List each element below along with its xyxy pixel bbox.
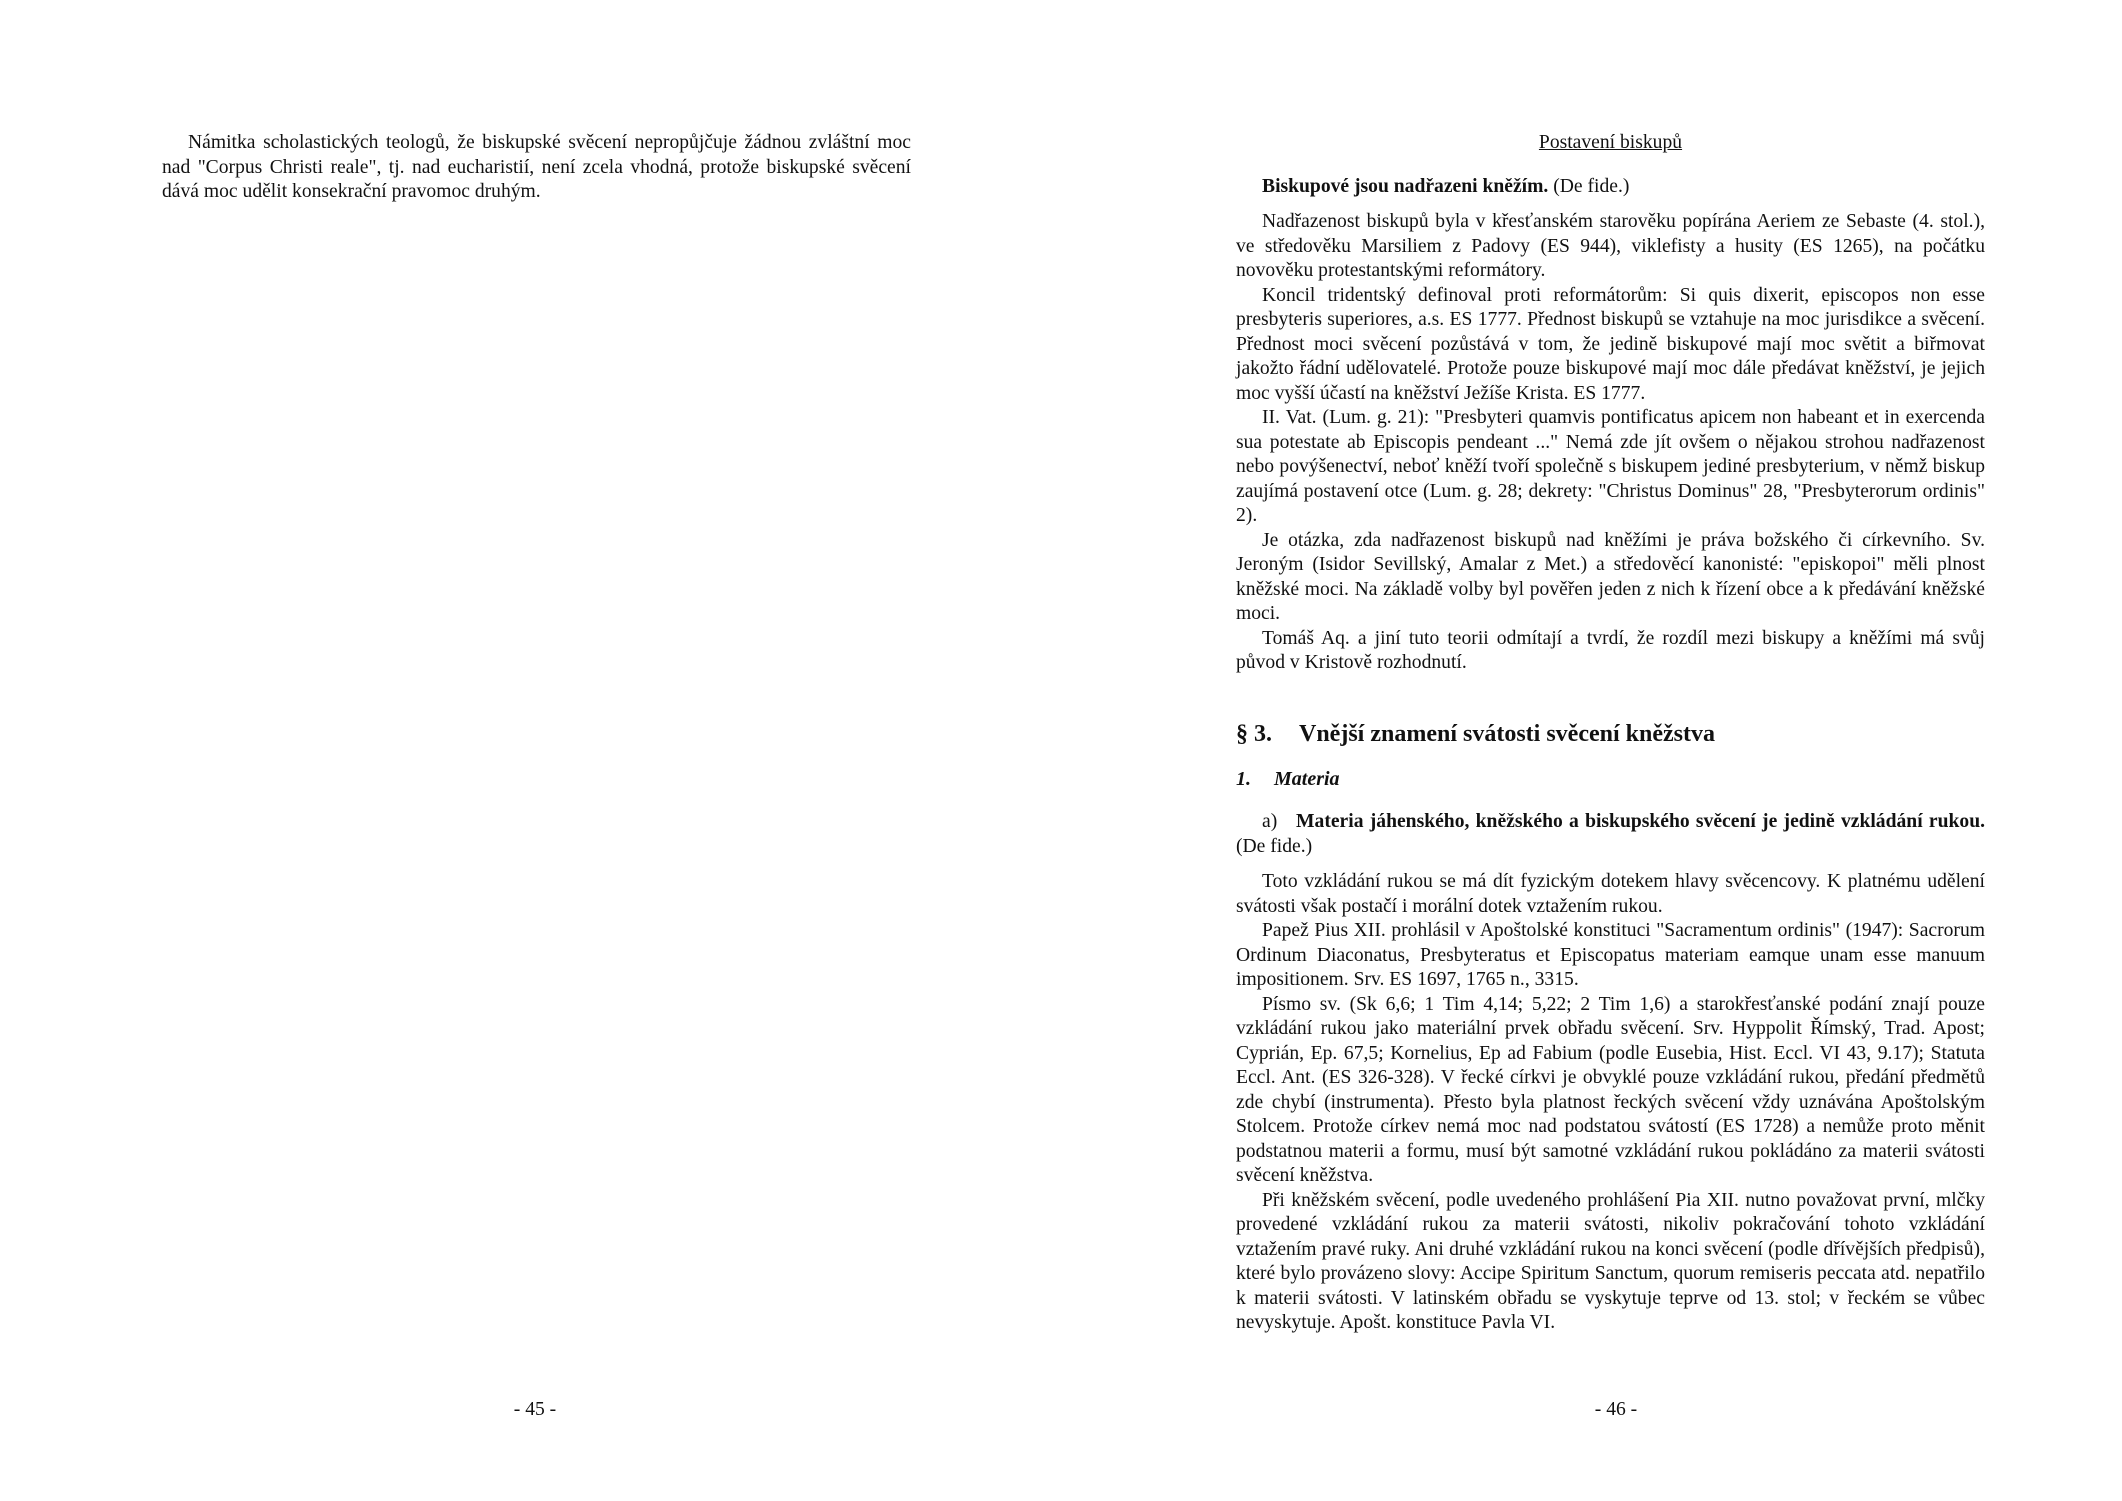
thesis-note: (De fide.) xyxy=(1553,175,1630,197)
thesis-statement xyxy=(1236,175,1985,200)
left-paragraph: Námitka scholastických teologů, že biskupské svěcení nepropůjčuje žádnou zvláštní moc nad "Corpus Christi reale", tj. nad eucharistií, není zcela vhodná, protože biskupské svěcení dává moc udělit konsekrační pravomoc druhým. xyxy=(162,132,911,202)
section-title xyxy=(1236,719,1985,749)
paragraph: Koncil tridentský definoval proti reformátorům: Si quis dixerit, episcopos non esse presbyteris superiores, a.s. ES 1777. Přednost biskupů se vztahuje na moc jurisdikce a svěcení. Přednost moci svěcení pozůstává v tom, že jedině biskupové mají moc světit a biřmovat jakožto řádní udělovatelé. Protože pouze biskupové mají moc dále předávat kněžství, je jejich moc vyšší účastí na kněžství Ježíše Krista. ES 1777. xyxy=(1236,284,1985,404)
page-number-left: - 45 - xyxy=(513,1399,557,1420)
right-page-text-column xyxy=(1236,131,1985,1336)
section-title-text: Vnější znamení svátosti svěcení kněžstva xyxy=(1299,720,1715,747)
paragraph: Toto vzkládání rukou se má dít fyzickým dotekem hlavy svěcencovy. K platnému udělení svátosti však postačí i morální dotek vztažením rukou. xyxy=(1236,871,1985,917)
point-bold: Materia jáhenského, kněžského a biskupského svěcení je jedině vzkládání rukou. xyxy=(1296,811,1985,832)
paragraph: Nadřazenost biskupů byla v křesťanském starověku popírána Aeriem ze Sebaste (4. stol.), ve středověku Marsiliem z Padovy (ES 944), viklefisty a husity (ES 1265), na počátku novověku protestantskými reformátory. xyxy=(1236,211,1985,281)
point-label: a) xyxy=(1262,811,1278,832)
paragraph: Je otázka, zda nadřazenost biskupů nad kněžími je práva božského či církevního. Sv. Jeroným (Isidor Sevillský, Amalar z Met.) a středověcí kanonisté: "episkopoi" měli plnost kněžské moci. Na základě volby byl pověřen jeden z nich k řízení obce a k předávání kněžské moci. xyxy=(1236,529,1985,624)
section-heading: Postavení biskupů xyxy=(1538,132,1683,153)
point-statement xyxy=(1236,810,1985,859)
left-page-text-column xyxy=(162,131,911,205)
subsection-title-text: Materia xyxy=(1274,767,1340,790)
page-number-right: - 46 - xyxy=(1594,1399,1638,1420)
paragraph: Při kněžském svěcení, podle uvedeného prohlášení Pia XII. nutno považovat první, mlčky provedené vzkládání rukou za materii svátosti, nikoliv pokračování tohoto vzkládání vztažením pravé ruky. Ani druhé vzkládání rukou na konci svěcení (podle dřívějších předpisů), které bylo provázeno slovy: Accipe Spiritum Sanctum, quorum remiseris peccata atd. nepatřilo k materii svátosti. V latinském obřadu se vyskytuje teprve od 13. stol; v řeckém se vůbec nevyskytuje. Apošt. konstituce Pavla VI. xyxy=(1236,1189,1985,1333)
paragraph: Písmo sv. (Sk 6,6; 1 Tim 4,14; 5,22; 2 Tim 1,6) a starokřesťanské podání znají pouze vzkládání rukou jako materiální prvek obřadu svěcení. Srv. Hyppolit Římský, Trad. Apost; Cyprián, Ep. 67,5; Kornelius, Ep ad Fabium (podle Eusebia, Hist. Eccl. VI 43, 9.17); Statuta Eccl. Ant. (ES 326-328). V řecké církvi je obvyklé pouze vzkládání rukou, předání předmětů zde chybí (instrumenta). Přesto byla platnost řeckých svěcení vždy uznávána Apoštolským Stolcem. Protože církev nemá moc nad podstatou svátostí (ES 1728) a nemůže proto měnit podstatnou materii a formu, musí být samotné vzkládání rukou pokládáno za materii svátosti svěcení kněžstva. xyxy=(1236,993,1985,1186)
point-note: (De fide.) xyxy=(1236,835,1313,857)
paragraph: Tomáš Aq. a jiní tuto teorii odmítají a tvrdí, že rozdíl mezi biskupy a kněžími má svůj původ v Kristově rozhodnutí. xyxy=(1236,627,1985,673)
right-page xyxy=(1061,0,2122,1501)
paragraph: II. Vat. (Lum. g. 21): "Presbyteri quamvis pontificatus apicem non habeant et in exercenda sua potestate ab Episcopis pendeant ..." Nemá zde jít ovšem o nějakou strohou nadřazenost nebo povýšenectví, neboť kněží tvoří společně s biskupem jediné presbyterium, v němž biskup zaujímá postavení otce (Lum. g. 28; dekrety: "Christus Dominus" 28, "Presbyterorum ordinis" 2). xyxy=(1236,407,1985,526)
section-number: § 3. xyxy=(1236,720,1272,747)
subsection-title xyxy=(1236,767,1985,792)
paragraph: Papež Pius XII. prohlásil v Apoštolské konstituci "Sacramentum ordinis" (1947): Sacrorum Ordinum Diaconatus, Presbyteratus et Episcopatus materiam eamque unam esse manuum impositionem. Srv. ES 1697, 1765 n., 3315. xyxy=(1236,920,1985,990)
subsection-number: 1. xyxy=(1236,767,1251,790)
thesis-bold: Biskupové jsou nadřazeni kněžím. xyxy=(1262,175,1549,197)
